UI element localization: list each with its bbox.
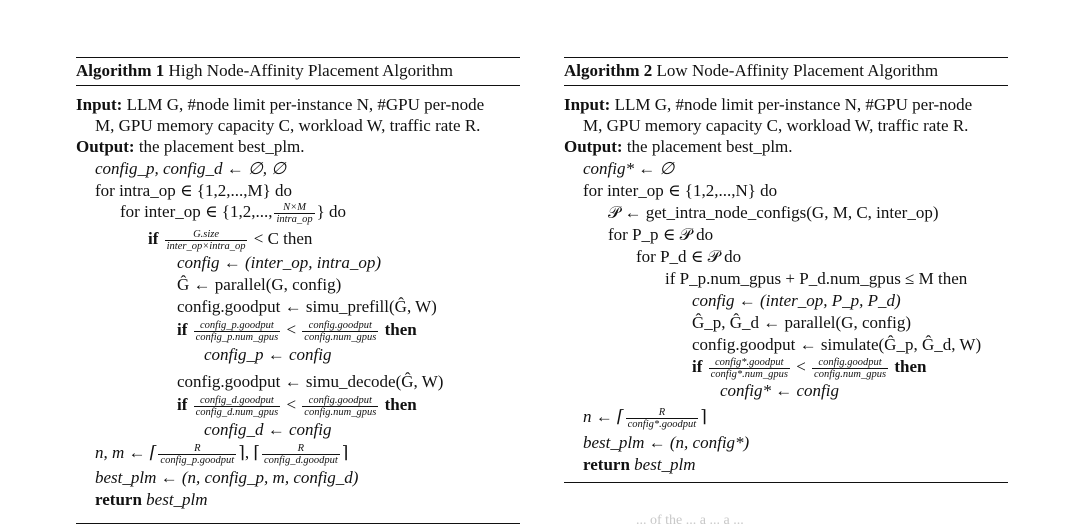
cut-off-body-text: ... of the ... a ... a ...: [636, 513, 744, 525]
algo2-for-inter-line: [583, 180, 777, 201]
algo2-output-line: [564, 136, 793, 157]
algo2-n-line: [583, 406, 707, 430]
fraction-numerator: R: [658, 406, 666, 418]
algo2-set-star-line: [720, 380, 839, 401]
algo1-set-d-line: [204, 419, 331, 440]
algo2-input-line-2: [583, 115, 968, 136]
algo2-return-keyword: return: [583, 455, 630, 474]
fraction-numerator: R: [297, 442, 305, 454]
fraction-denominator: config.num_gpus: [814, 368, 887, 380]
algo2-output-keyword: Output:: [564, 137, 623, 156]
algo2-return-line: [583, 454, 696, 475]
algo2-best-line: [583, 432, 749, 453]
algo1-goodput-prefill-line: [177, 296, 437, 317]
algo1-title-rule: [76, 85, 520, 86]
algo1-for-inter-post: } do: [316, 202, 347, 221]
algo1-best-line: [95, 467, 358, 488]
algo2-p-assign-line: [608, 202, 938, 223]
fraction-numerator: config.goodput: [818, 356, 882, 368]
fraction-denominator: config_p.goodput: [160, 454, 235, 466]
algo1-if-prefill-left-fraction: [194, 320, 281, 343]
algo1-title-row: [76, 58, 520, 85]
algo2-init-line: [583, 158, 674, 179]
algo1-bottom-rule: [76, 523, 520, 524]
fraction-denominator: config.num_gpus: [304, 331, 377, 343]
fraction-numerator: config_d.goodput: [200, 394, 274, 406]
algo2-input-keyword: Input:: [564, 95, 611, 114]
algo1-ghat-assign-text: Ĝ ← parallel(G, config): [177, 275, 342, 294]
algo2-if-compare-line: if $\frac{\text{config*.goodput}}{\text{config*.num\_gpus}}$ < $\frac{\text{config.goodput}}{\text{config.num\_gpus}}$ then: [692, 356, 927, 380]
algo1-nm-mid: ⌉, ⌈: [238, 443, 260, 462]
fraction-numerator: R: [194, 442, 201, 454]
algo2-for-pd-line: [636, 246, 741, 267]
algo2-if-compare-then: then: [894, 357, 927, 376]
fraction-denominator: config.num_gpus: [304, 406, 377, 418]
algo2-n-pre: n ← ⌈: [583, 407, 624, 426]
algo1-nm-fraction-1: [158, 443, 236, 466]
algo2-config-assign-line: [692, 290, 901, 311]
algo2-set-star-text: config* ← config: [720, 381, 839, 400]
algo1-input-text-1: LLM G, #node limit per-instance N, #GPU per-node: [126, 95, 485, 114]
algo2-output-text: the placement best_plm.: [626, 137, 793, 156]
algo1-if-prefill-keyword: if: [177, 320, 188, 339]
algo2-return-value: best_plm: [634, 455, 696, 474]
algo2-p-assign-text: 𝒫 ← get_intra_node_configs(G, M, C, inter_op): [608, 203, 939, 222]
fraction-denominator: config_d.goodput: [263, 454, 338, 466]
algo1-set-p-text: config_p ← config: [204, 345, 332, 364]
fraction-numerator: config*.goodput: [715, 356, 784, 368]
fraction-denominator: config*.num_gpus: [710, 368, 788, 380]
algo1-output-text: the placement best_plm.: [138, 137, 305, 156]
algo1-init-line: [95, 158, 286, 179]
fraction-denominator: config_p.num_gpus: [195, 331, 279, 343]
algo1-for-inter-pre: for inter_op ∈ {1,2,...,: [120, 202, 273, 221]
fraction-denominator: intra_op: [276, 213, 313, 225]
algo1-nm-post: ⌉: [341, 443, 349, 462]
algo1-for-intra-text: for intra_op ∈ {1,2,...,M} do: [95, 181, 292, 200]
algo1-best-text: best_plm ← (n, config_p, m, config_d): [95, 468, 359, 487]
algo1-nm-line: [95, 442, 348, 466]
algo1-nm-pre: n, m ← ⌈: [95, 443, 157, 462]
algo2-label: Algorithm 2: [564, 61, 653, 80]
algo2-best-text: best_plm ← (n, config*): [583, 433, 750, 452]
algo2-if-gpus-line: [665, 268, 967, 289]
algo1-config-assign-text: config ← (inter_op, intra_op): [177, 253, 381, 272]
algo2-goodput-line: [692, 334, 981, 355]
algo1-return-keyword: return: [95, 490, 142, 509]
algo2-title: Low Node-Affinity Placement Algorithm: [656, 61, 939, 80]
fraction-numerator: config.goodput: [308, 394, 372, 406]
algo2-if-compare-left-fraction: [709, 357, 790, 380]
algo1-title: High Node-Affinity Placement Algorithm: [168, 61, 453, 80]
algo2-bottom-rule: [564, 482, 1008, 483]
algorithm-1: [76, 57, 520, 509]
algo1-input-line-2: [95, 115, 480, 136]
algo1-if-decode-keyword: if: [177, 395, 188, 414]
algo1-config-assign-line: [177, 252, 381, 273]
algo1-set-d-text: config_d ← config: [204, 420, 332, 439]
algo2-ghat-assign-text: Ĝ_p, Ĝ_d ← parallel(G, config): [692, 313, 912, 332]
algo1-if-decode-left-fraction: [194, 395, 281, 418]
algo1-if-size-post: < C then: [253, 229, 313, 248]
algo1-return-line: [95, 489, 208, 510]
algo1-for-inter-line: [120, 201, 346, 225]
algo2-init-text: config* ← ∅: [583, 159, 675, 178]
algo1-goodput-decode-text: config.goodput ← simu_decode(Ĝ, W): [177, 372, 444, 391]
algo1-if-prefill-then: then: [384, 320, 417, 339]
algo1-if-size-line: [148, 228, 312, 252]
algo2-ghat-assign-line: [692, 312, 911, 333]
algo2-config-assign-text: config ← (inter_op, P_p, P_d): [692, 291, 901, 310]
algo1-if-decode-compare-line: if $\frac{\text{config\_d.goodput}}{\text{config\_d.num\_gpus}}$ < $\frac{\text{config.goodput}}{\text{config.num\_gpus}}$ then: [177, 394, 417, 418]
algo2-for-inter-text: for inter_op ∈ {1,2,...,N} do: [583, 181, 778, 200]
fraction-denominator: config*.goodput: [627, 418, 697, 430]
algo1-set-p-line: [204, 344, 331, 365]
fraction-denominator: config_d.num_gpus: [195, 406, 279, 418]
algo1-if-size-fraction: [165, 229, 248, 252]
algo2-title-row: [564, 58, 1008, 85]
algo1-if-prefill-right-fraction: [302, 320, 378, 343]
algo1-input-keyword: Input:: [76, 95, 123, 114]
fraction-numerator: config_p.goodput: [200, 319, 274, 331]
algo2-for-pd-text: for P_d ∈ 𝒫 do: [636, 247, 742, 266]
algo2-input-line-1: [564, 94, 972, 115]
algo1-goodput-decode-line: [177, 371, 443, 392]
algo1-output-line: [76, 136, 305, 157]
algo2-n-fraction: [626, 407, 699, 430]
algo2-if-compare-right-fraction: [812, 357, 888, 380]
algo1-if-decode-right-fraction: [302, 395, 378, 418]
algo1-for-inter-fraction: [274, 202, 314, 225]
algo1-input-line-1: [76, 94, 484, 115]
algo1-if-prefill-compare-line: if $\frac{\text{config\_p.goodput}}{\text{config\_p.num\_gpus}}$ < $\frac{\text{config.goodput}}{\text{config.num\_gpus}}$ then: [177, 319, 417, 343]
algo1-goodput-prefill-text: config.goodput ← simu_prefill(Ĝ, W): [177, 297, 437, 316]
algo2-for-pp-text: for P_p ∈ 𝒫 do: [608, 225, 714, 244]
algo1-if-decode-then: then: [384, 395, 417, 414]
algorithm-2: [564, 57, 1008, 474]
algo2-for-pp-line: [608, 224, 713, 245]
algo1-label: Algorithm 1: [76, 61, 165, 80]
algo1-output-keyword: Output:: [76, 137, 135, 156]
algo1-init-text: config_p, config_d ← ∅, ∅: [95, 159, 287, 178]
algo2-n-post: ⌉: [700, 407, 707, 426]
algo1-return-value: best_plm: [146, 490, 208, 509]
algo1-nm-fraction-2: [262, 443, 340, 466]
algo2-if-gpus-text: if P_p.num_gpus + P_d.num_gpus ≤ M then: [665, 269, 968, 288]
fraction-numerator: config.goodput: [308, 319, 372, 331]
algo1-ghat-assign-line: [177, 274, 341, 295]
algo1-input-text-2: M, GPU memory capacity C, workload W, traffic rate R.: [95, 116, 481, 135]
algo2-goodput-text: config.goodput ← simulate(Ĝ_p, Ĝ_d, W): [692, 335, 982, 354]
fraction-numerator: G.size: [193, 228, 220, 240]
algo2-input-text-2: M, GPU memory capacity C, workload W, traffic rate R.: [583, 116, 969, 135]
fraction-numerator: N×M: [283, 201, 306, 213]
algo2-if-compare-keyword: if: [692, 357, 703, 376]
algo1-if-size-keyword: if: [148, 229, 159, 248]
algo2-input-text-1: LLM G, #node limit per-instance N, #GPU per-node: [614, 95, 973, 114]
algo2-title-rule: [564, 85, 1008, 86]
fraction-denominator: inter_op×intra_op: [166, 240, 246, 252]
algo1-for-intra-line: [95, 180, 292, 201]
